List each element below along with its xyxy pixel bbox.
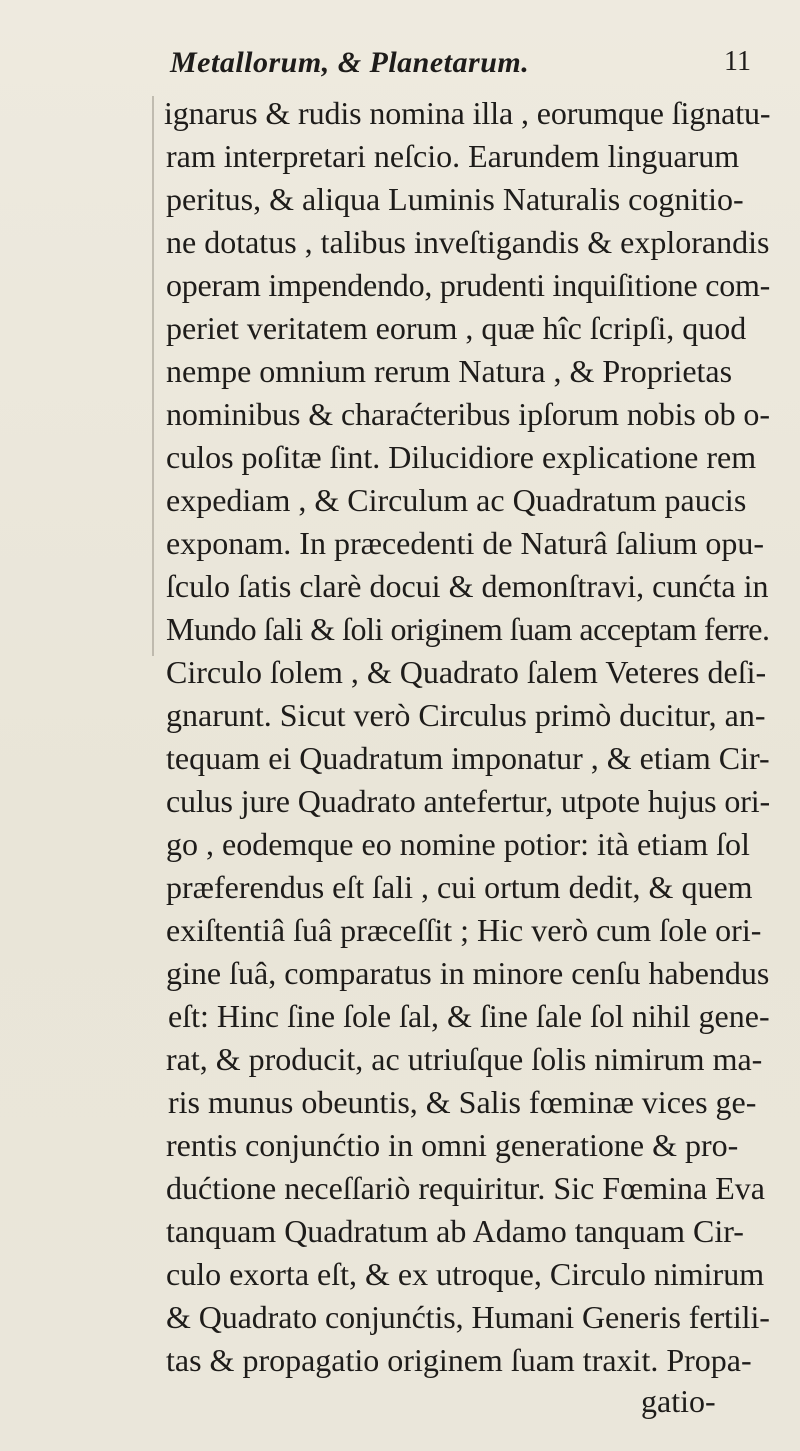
text-line: culus jure Quadrato antefertur, utpote hujus ori- <box>166 783 770 819</box>
text-line: præferendus eſt ſali , cui ortum dedit, & quem <box>166 869 753 905</box>
text-line: tequam ei Quadratum imponatur , & etiam Cir- <box>166 740 770 776</box>
text-line: tas & propagatio originem ſuam traxit. Propa- <box>166 1342 752 1378</box>
text-line: gnarunt. Sicut verò Circulus primò ducitur, an- <box>166 697 766 733</box>
text-line: culo exorta eſt, & ex utroque, Circulo nimirum <box>166 1256 765 1292</box>
text-line: Circulo ſolem , & Quadrato ſalem Veteres deſi- <box>166 654 767 690</box>
text-line: Mundo ſali & ſoli originem ſuam acceptam ferre. <box>166 611 770 647</box>
text-line: rentis conjunćtio in omni generatione & pro- <box>166 1127 739 1163</box>
running-head-title: Metallorum, & Planetarum. <box>170 46 530 79</box>
text-line: expediam , & Circulum ac Quadratum paucis <box>166 482 747 518</box>
text-line: peritus, & aliqua Luminis Naturalis cognitio- <box>166 181 744 217</box>
text-line: go , eodemque eo nomine potior: ità etiam ſol <box>166 826 750 862</box>
text-line: ne dotatus , talibus inveſtigandis & explorandis <box>166 224 770 260</box>
text-line: operam impendendo, prudenti inquiſitione com- <box>166 267 771 303</box>
text-line: ris munus obeuntis, & Salis fœminæ vices ge- <box>168 1084 757 1120</box>
page-number: 11 <box>724 46 751 77</box>
text-line: culos poſitæ ſint. Dilucidiore explicatione rem <box>166 439 757 475</box>
text-line: ignarus & rudis nomina illa , eorumque ſignatu- <box>164 95 771 131</box>
gutter-shadow <box>152 96 154 656</box>
text-line: exiſtentiâ ſuâ præceſſit ; Hic verò cum ſole ori- <box>166 912 762 948</box>
text-line: eſt: Hinc ſine ſole ſal, & ſine ſale ſol nihil gene- <box>168 998 770 1034</box>
text-line: exponam. In præcedenti de Naturâ ſalium opu- <box>166 525 765 561</box>
text-line: ſculo ſatis clarè docui & demonſtravi, cunćta in <box>166 568 769 604</box>
text-line: rat, & producit, ac utriuſque ſolis nimirum ma- <box>166 1041 763 1077</box>
text-line: & Quadrato conjunćtis, Humani Generis fertili- <box>166 1299 770 1335</box>
text-line: periet veritatem eorum , quæ hîc ſcripſi, quod <box>166 310 747 346</box>
text-line: gine ſuâ, comparatus in minore cenſu habendus <box>166 955 770 991</box>
text-line: nominibus & charaćteribus ipſorum nobis ob o- <box>166 396 770 432</box>
text-line: tanquam Quadratum ab Adamo tanquam Cir- <box>166 1213 744 1249</box>
running-head <box>0 46 800 86</box>
catchword: gatio- <box>641 1383 716 1419</box>
text-line: dućtione neceſſariò requiritur. Sic Fœmina Eva <box>166 1170 765 1206</box>
text-line: ram interpretari neſcio. Earundem linguarum <box>166 138 740 174</box>
text-line: nempe omnium rerum Natura , & Proprietas <box>166 353 733 389</box>
